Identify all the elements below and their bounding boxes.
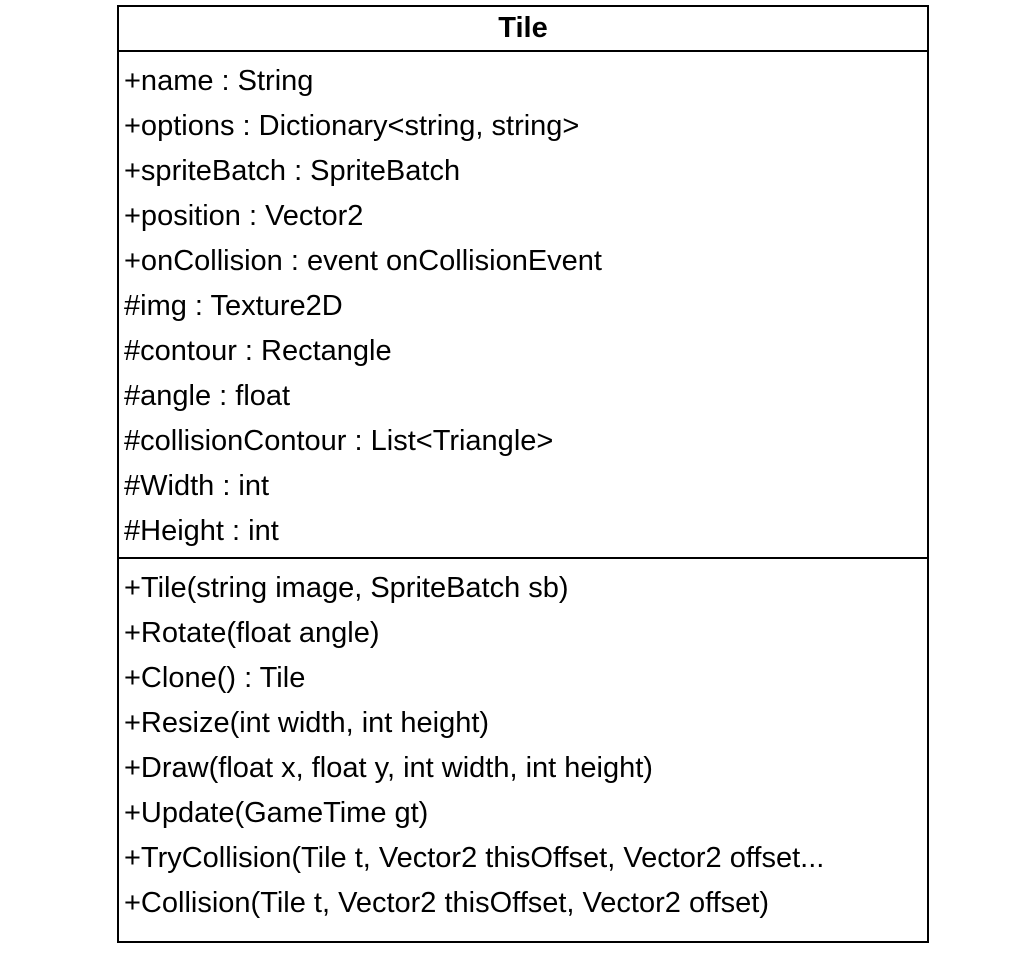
operation-item: +Collision(Tile t, Vector2 thisOffset, Vector2 offset) [124, 887, 770, 919]
operation-item: +TryCollision(Tile t, Vector2 thisOffset, Vector2 offset... [124, 842, 825, 874]
operation-item: +Resize(int width, int height) [124, 707, 490, 739]
operation-item: +Clone() : Tile [124, 662, 306, 694]
operation-item: +Draw(float x, float y, int width, int height) [124, 752, 653, 784]
attribute-item: +position : Vector2 [124, 200, 364, 232]
attribute-item: +onCollision : event onCollisionEvent [124, 245, 602, 277]
uml-class-box [117, 5, 929, 943]
operation-item: +Update(GameTime gt) [124, 797, 429, 829]
attribute-item: +spriteBatch : SpriteBatch [124, 155, 461, 187]
attributes-compartment [119, 52, 927, 559]
attribute-item: #contour : Rectangle [124, 335, 392, 367]
attribute-item: #collisionContour : List<Triangle> [124, 425, 554, 457]
attribute-item: +name : String [124, 65, 314, 97]
attribute-item: #Width : int [124, 470, 270, 502]
attribute-item: #angle : float [124, 380, 291, 412]
operation-item: +Tile(string image, SpriteBatch sb) [124, 572, 569, 604]
class-name: Tile [119, 7, 927, 52]
attribute-item: #Height : int [124, 515, 279, 547]
attribute-item: #img : Texture2D [124, 290, 343, 322]
operation-item: +Rotate(float angle) [124, 617, 380, 649]
attribute-item: +options : Dictionary<string, string> [124, 110, 580, 142]
operations-compartment [119, 559, 927, 926]
